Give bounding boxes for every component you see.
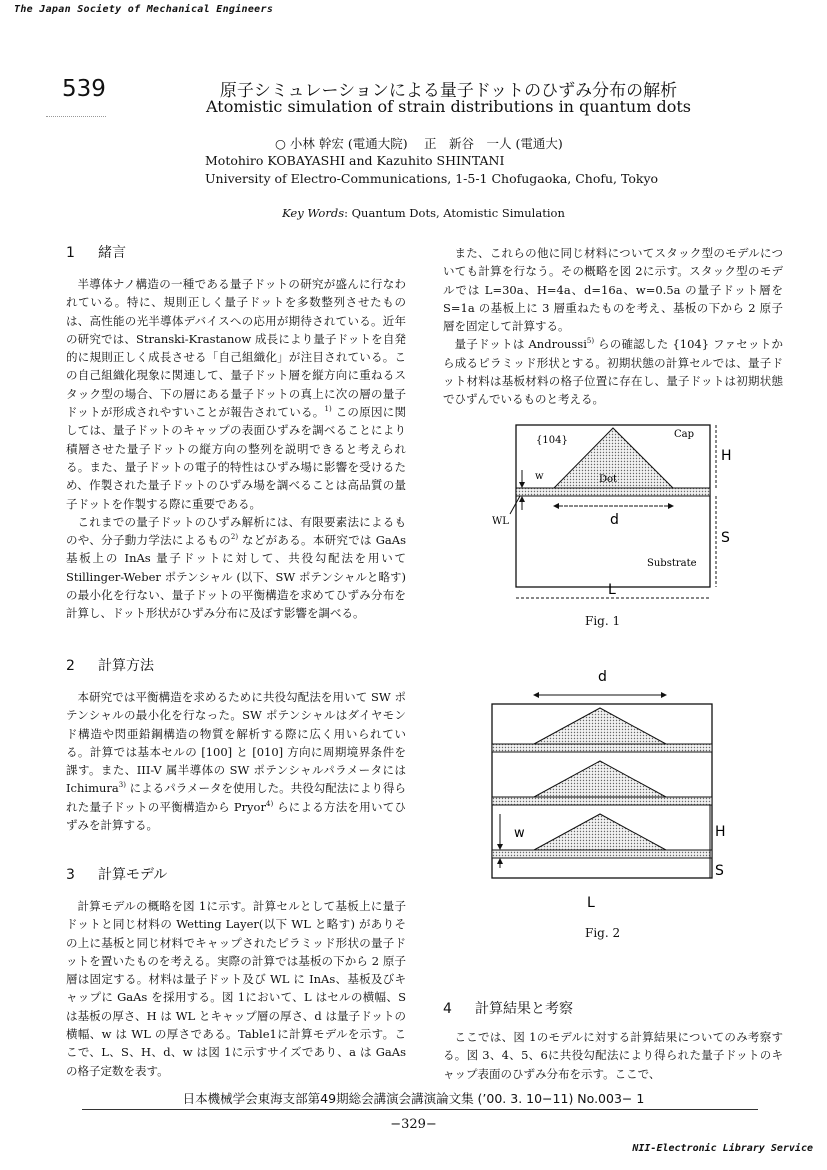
paragraph: 計算モデルの概略を図 1に示す。計算セルとして基板上に量子ドットと同じ材料の Wetting Layer(以下 WL と略す) がありその上に基板と同じ材料でキャップされたピラミッド形状の量子ドットを置いたものを考える。実際の計算では基板の下から 2 原子層は固定する。材料は量子ドット及び WL に InAs、基板及びキャップに GaAs を採用する。図 1において、L はセルの横幅、S は基板の厚さ、H は WL とキャップ層の厚さ、d は量子ドットの横幅、w は WL の厚さである。Table1に計算モデルを示す。ここで、L、S、H、d、w は図 1に示すサイズであり、a は GaAs の格子定数を表す。 bbox=[66, 899, 406, 1078]
section-3-body bbox=[66, 897, 406, 1080]
wetting-layer-3 bbox=[492, 850, 712, 858]
w-label: w bbox=[535, 471, 544, 482]
section-1-heading bbox=[66, 242, 126, 262]
figure-1-caption: Fig. 1 bbox=[585, 614, 621, 628]
l-label: L bbox=[608, 582, 616, 598]
section-4-heading bbox=[443, 998, 573, 1018]
facet-label: {104} bbox=[536, 435, 568, 446]
keywords-text: : Quantum Dots, Atomistic Simulation bbox=[344, 206, 565, 220]
s-label: S bbox=[721, 530, 730, 546]
d-label: d bbox=[610, 512, 619, 528]
keywords bbox=[0, 206, 827, 220]
paragraph: 半導体ナノ構造の一種である量子ドットの研究が盛んに行なわれている。特に、規則正しく量子ドットを多数整列させたものは、高性能の光半導体デバイスへの応用が期待されている。近年の研究では、Stranski-Krastanow 成長により量子ドットを自発的に規則正しく成長させる「自己組織化」が注目されている。この自己組織化現象に関連して、量子ドット層を縦方向に重ねるスタック型の場合、下の層にある量子ドットの真上に次の層の量子ドットが形成されやすいことが報告されている。$^{1)}$ この原因に関しては、量子ドットのキャップの表面ひずみを調べることにより積層させた量子ドットの縦方向の整列を説明できると考えられる。また、量子ドットの電子的特性はひずみ場に影響を受けるため、作製された量子ドットのひずみ場を調べることは高品質の量子ドットを作製する際に重要である。 bbox=[66, 277, 407, 511]
page-number: −329− bbox=[390, 1117, 437, 1132]
proceedings-footer: 日本機械学会東海支部第49期総会講演会講演論文集 (’00. 3. 10−11) No.003− 1 bbox=[182, 1091, 645, 1106]
authors-english: Motohiro KOBAYASHI and Kazuhito SHINTANI bbox=[205, 153, 505, 168]
section-1-body bbox=[66, 275, 406, 623]
figure-1-diagram bbox=[488, 418, 748, 610]
section-title: 計算モデル bbox=[98, 867, 168, 883]
cap-label: Cap bbox=[674, 429, 695, 440]
paragraph: 量子ドットは Androussi$^{5)}$ らの確認した {104} ファセットから成るピラミッド形状とする。初期状態の計算セルでは、量子ドット材料は基板材料の格子位置に存在し、量子ドットは初期状態でひずんでいるものと考える。 bbox=[443, 337, 784, 407]
keywords-label: Key Words bbox=[282, 206, 345, 220]
wetting-layer-2 bbox=[492, 797, 712, 805]
nii-footer: NII-Electronic Library Service bbox=[632, 1143, 813, 1154]
section-title: 計算方法 bbox=[98, 658, 154, 674]
figure-2-caption: Fig. 2 bbox=[585, 926, 621, 940]
citation: 5) bbox=[586, 337, 595, 346]
figure-2-diagram bbox=[486, 668, 746, 912]
wl-label: WL bbox=[492, 516, 509, 527]
footer-divider bbox=[82, 1109, 758, 1110]
section-2-body bbox=[66, 688, 406, 834]
citation: 1) bbox=[324, 405, 332, 414]
s-label: S bbox=[715, 863, 724, 879]
paragraph: また、これらの他に同じ材料についてスタック型のモデルについても計算を行なう。その概略を図 2に示す。スタック型のモデルでは L=30a、H=4a、d=16a、w=0.5a の量子ドット層を S=1a の基板上に 3 層重ねたものを考え、基板の下から 2 原子層を固定して計算する。 bbox=[443, 246, 783, 334]
l-label: L bbox=[587, 895, 595, 911]
title-english: Atomistic simulation of strain distributions in quantum dots bbox=[206, 97, 691, 116]
paper-number: 539 bbox=[62, 76, 106, 102]
d-label: d bbox=[598, 669, 607, 685]
section-4-body bbox=[443, 1028, 783, 1083]
paragraph: 本研究では平衡構造を求めるために共役勾配法を用いて SW ポテンシャルの最小化を行なった。SW ポテンシャルはダイヤモンド構造や閃亜鉛鋼構造の物質を解析する際に広く用いられている。計算では基本セルの [100] と [010] 方向に周期境界条件を課す。また、III-V 属半導体の SW ポテンシャルパラメータには Ichimura$^{3)}$ によるパラメータを使用した。共役勾配法により得られた量子ドットの平衡構造から Pryor$^{4)}$ らによる方法を用いてひずみを計算する。 bbox=[66, 690, 406, 833]
citation: 2) bbox=[230, 533, 239, 542]
paper-number-underline bbox=[46, 116, 106, 117]
society-header: The Japan Society of Mechanical Engineers bbox=[14, 4, 274, 15]
section-2-heading bbox=[66, 655, 154, 675]
section-number: 2 bbox=[66, 658, 75, 674]
title-japanese: 原子シミュレーションによる量子ドットのひずみ分布の解析 bbox=[219, 81, 678, 101]
citation: 4) bbox=[265, 799, 274, 808]
w-label: w bbox=[514, 826, 525, 841]
section-number: 4 bbox=[443, 1001, 452, 1017]
h-label: H bbox=[721, 448, 732, 464]
dot-label: Dot bbox=[599, 474, 618, 485]
affiliation: University of Electro-Communications, 1-5-1 Chofugaoka, Chofu, Tokyo bbox=[205, 171, 659, 186]
authors-japanese: ○ 小林 幹宏 (電通大院) 正 新谷 一人 (電通大) bbox=[275, 136, 563, 151]
section-title: 計算結果と考察 bbox=[475, 1001, 573, 1017]
section-3-heading bbox=[66, 864, 167, 884]
wetting-layer-1 bbox=[492, 744, 712, 752]
section-title: 緒言 bbox=[98, 245, 126, 261]
section-number: 3 bbox=[66, 867, 75, 883]
wetting-layer bbox=[516, 488, 710, 496]
substrate-label: Substrate bbox=[647, 558, 697, 569]
citation: 3) bbox=[118, 781, 126, 790]
paragraph: これまでの量子ドットのひずみ解析には、有限要素法によるものや、分子動力学法によるもの$^{2)}$ などがある。本研究では GaAs 基板上の InAs 量子ドットに対して、共役勾配法を用いて Stillinger-Weber ポテンシャル (以下、SW ポテンシャルと略す) の最小化を行ない、量子ドットの平衡構造を求めてひずみ分布を計算し、ドット形状がひずみ分布に及ぼす影響を調べる。 bbox=[66, 514, 406, 621]
h-label: H bbox=[715, 824, 726, 840]
section-number: 1 bbox=[66, 245, 75, 261]
right-column-text bbox=[443, 244, 783, 409]
paragraph: ここでは、図 1のモデルに対する計算結果についてのみ考察する。図 3、4、5、6に共役勾配法により得られた量子ドットのキャップ表面のひずみ分布を示す。ここで、 bbox=[443, 1030, 783, 1081]
